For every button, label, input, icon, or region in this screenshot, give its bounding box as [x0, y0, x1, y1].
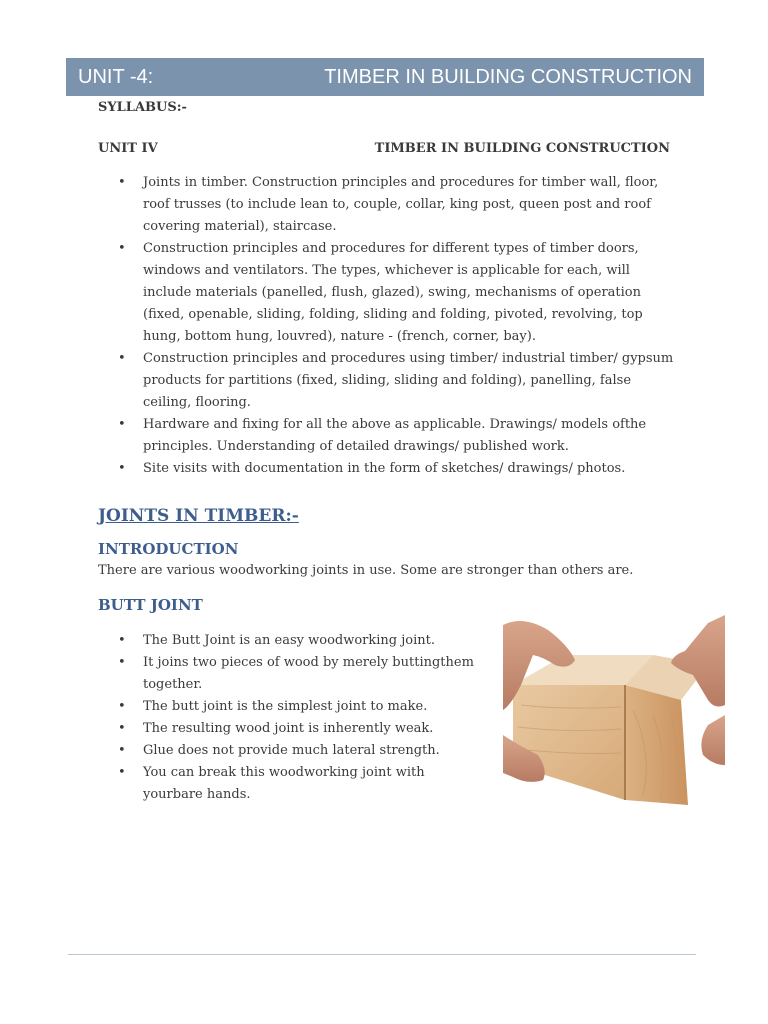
butt-joint-list — [118, 630, 483, 806]
intro-text: There are various woodworking joints in use. Some are stronger than others are. — [98, 563, 634, 578]
list-item: • The butt joint is the simplest joint to make. — [118, 696, 483, 718]
list-item: • Joints in timber. Construction principles and procedures for timber wall, floor, roof trusses (to include lean to, couple, collar, king post, queen post and roof covering material), staircase. — [118, 172, 678, 238]
intro-heading: INTRODUCTION — [98, 540, 239, 558]
syllabus-label: SYLLABUS:- — [98, 100, 187, 115]
syllabus-unit-title: TIMBER IN BUILDING CONSTRUCTION — [374, 141, 670, 156]
joints-heading: JOINTS IN TIMBER:- — [98, 506, 299, 526]
footer-divider — [68, 954, 696, 955]
butt-joint-heading: BUTT JOINT — [98, 596, 203, 614]
list-item: • It joins two pieces of wood by merely buttingthem together. — [118, 652, 483, 696]
unit-banner — [66, 58, 704, 96]
list-item: • The resulting wood joint is inherently weak. — [118, 718, 483, 740]
list-item: • Construction principles and procedures using timber/ industrial timber/ gypsum products for partitions (fixed, sliding, sliding and folding), panelling, false ceiling, flooring. — [118, 348, 678, 414]
list-item: • Hardware and fixing for all the above as applicable. Drawings/ models ofthe principles. Understanding of detailed drawings/ published work. — [118, 414, 678, 458]
unit-title: TIMBER IN BUILDING CONSTRUCTION — [324, 66, 692, 88]
syllabus-list — [118, 172, 678, 480]
list-item: • Site visits with documentation in the form of sketches/ drawings/ photos. — [118, 458, 678, 480]
list-item: • You can break this woodworking joint with yourbare hands. — [118, 762, 483, 806]
list-item: • Glue does not provide much lateral strength. — [118, 740, 483, 762]
syllabus-unit-label: UNIT IV — [98, 141, 158, 156]
list-item: • The Butt Joint is an easy woodworking joint. — [118, 630, 483, 652]
list-item: • Construction principles and procedures for different types of timber doors, windows and ventilators. The types, whichever is applicable for each, will include materials (panelled, flush, glazed), swing, mechanisms of operation (fixed, openable, sliding, folding, sliding and folding, pivoted, revolving, top hung, bottom hung, louvred), nature - (french, corner, bay). — [118, 238, 678, 348]
unit-number: UNIT -4: — [78, 66, 154, 88]
syllabus-unit-row — [98, 141, 670, 156]
butt-joint-photo — [503, 615, 725, 810]
